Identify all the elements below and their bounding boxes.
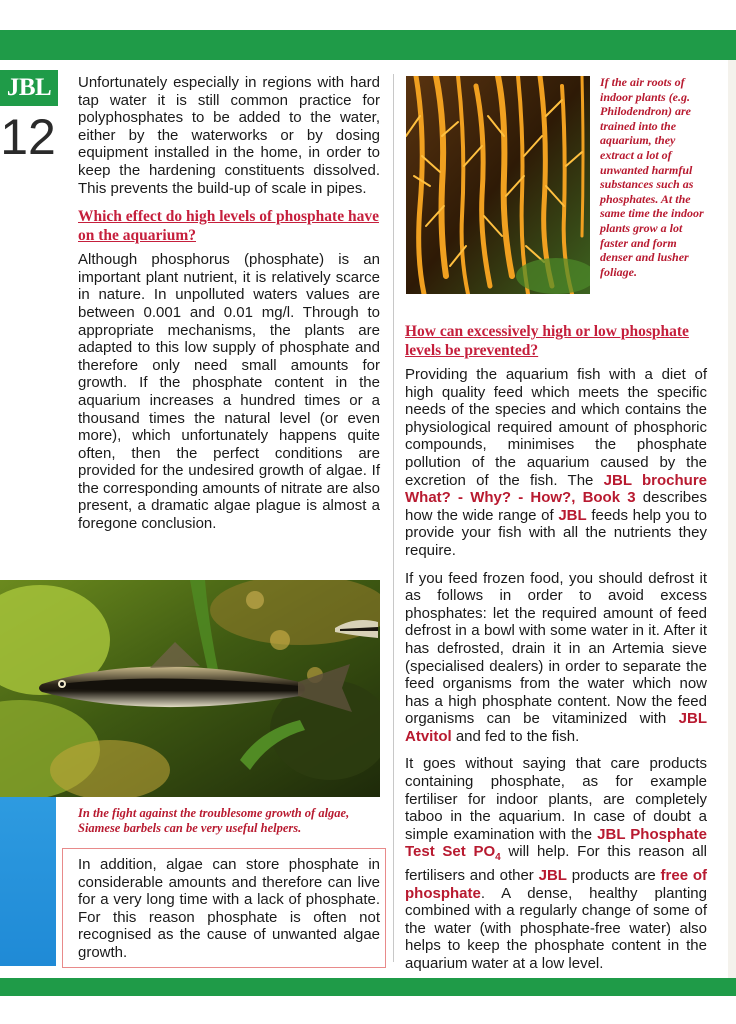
- frozen-food-paragraph: If you feed frozen food, you should defrost it as follows in order to avoid excess phosphates: let the required amount of feed defrost in a bowl with some water in it. After it has defrosted, drain it in an Artemia sieve (specialised dealers) in order to separate the feed organisms from the water which now has a high phosphate content. Now the feed organisms can be vitaminized with JBL Atvitol and fed to the fish.: [405, 569, 707, 745]
- air-roots-photo: [406, 76, 590, 294]
- fish-caption: In the fight against the troublesome growth of algae, Siamese barbels can be very useful helpers.: [78, 806, 350, 835]
- algae-storage-paragraph: In addition, algae can store phosphate in considerable amounts and therefore can live for a very long time with a lack of phosphate. For this reason phosphate is often not recognised as the cause of unwanted algae growth.: [78, 856, 380, 961]
- sidebar-blue-block: [0, 796, 56, 966]
- jbl-logo: JBL: [0, 70, 58, 106]
- jbl-atvitol-reference: JBL Atvitol: [405, 710, 707, 745]
- heading-prevention: How can excessively high or low phosphate levels be prevented?: [405, 323, 689, 359]
- page-number: 12: [0, 109, 56, 165]
- plant-caption: If the air roots of indoor plants (e.g. Philodendron) are trained into the aquarium, they extract a lot of unwanted harmful substances such as phosphates. At the same time the indoor plants grow a lot faster and form denser and lusher foliage.: [600, 75, 704, 279]
- fish-illustration: [0, 580, 380, 797]
- roots-illustration: [406, 76, 590, 294]
- phosphorus-paragraph: Although phosphorus (phosphate) is an important plant nutrient, it is relatively scarce in nature. In unpolluted waters values are between 0.001 and 0.01 mg/l. Through to appropriate mechanisms, the plants are adapted to this low supply of phosphate and therefore only need small amounts for growth. If the phosphate content in the aquarium increases a hundred times or a thousand times the natural level (or even more), which unfortunately happens quite often, then the perfect conditions are provided for the undesired growth of algae. If the corresponding amounts of nitrate are also present, a dramatic algae plague is almost a foregone conclusion.: [78, 251, 380, 533]
- heading-phosphate-effect: Which effect do high levels of phosphate have on the aquarium?: [78, 208, 379, 245]
- column-divider: [393, 74, 394, 962]
- jbl-brochure-reference: JBL brochure What? - Why? - How?, Book 3: [405, 471, 707, 507]
- phosphate-test-reference: JBL Phosphate Test Set $PO_4$: [405, 825, 707, 864]
- right-column: [405, 316, 707, 983]
- feed-paragraph: Providing the aquarium fish with a diet of high quality feed which meets the specific needs of the species and which contains the physiological required amount of phosphoric compounds, minimises the phosphate pollution of the aquarium caused by the excretion of the fish. The JBL brochure What? - Why? - How?, Book 3 describes how the wide range of JBL feeds help you to provide your fish with all the nutrients they require.: [405, 366, 707, 559]
- page-edge: [728, 60, 736, 978]
- left-column: [78, 74, 380, 543]
- care-products-paragraph: It goes without saying that care products containing phosphate, as for example fertiliser for indoor plants, are completely taboo in the aquarium. In case of doubt a simple examination with the JBL Phosphate Test Set $PO_4$ will help. For this reason all fertilisers and other JBL products are free of phosphate. A dense, healthy planting combined with a regularly change of some of the water (with phosphate-free water) also helps to keep the phosphate content in the aquarium water at a low level.: [405, 755, 708, 972]
- intro-paragraph: Unfortunately especially in regions with hard tap water it is still common practice for polyphosphates to be added to the water, either by the waterworks or by dosing equipment installed in the home, in order to keep the hardening constituents dissolved. This prevents the build-up of scale in pipes.: [78, 74, 380, 197]
- free-of-phosphate-emphasis: free of phosphate: [405, 867, 708, 902]
- siamese-barbel-photo: [0, 580, 380, 797]
- top-green-band: [0, 30, 736, 60]
